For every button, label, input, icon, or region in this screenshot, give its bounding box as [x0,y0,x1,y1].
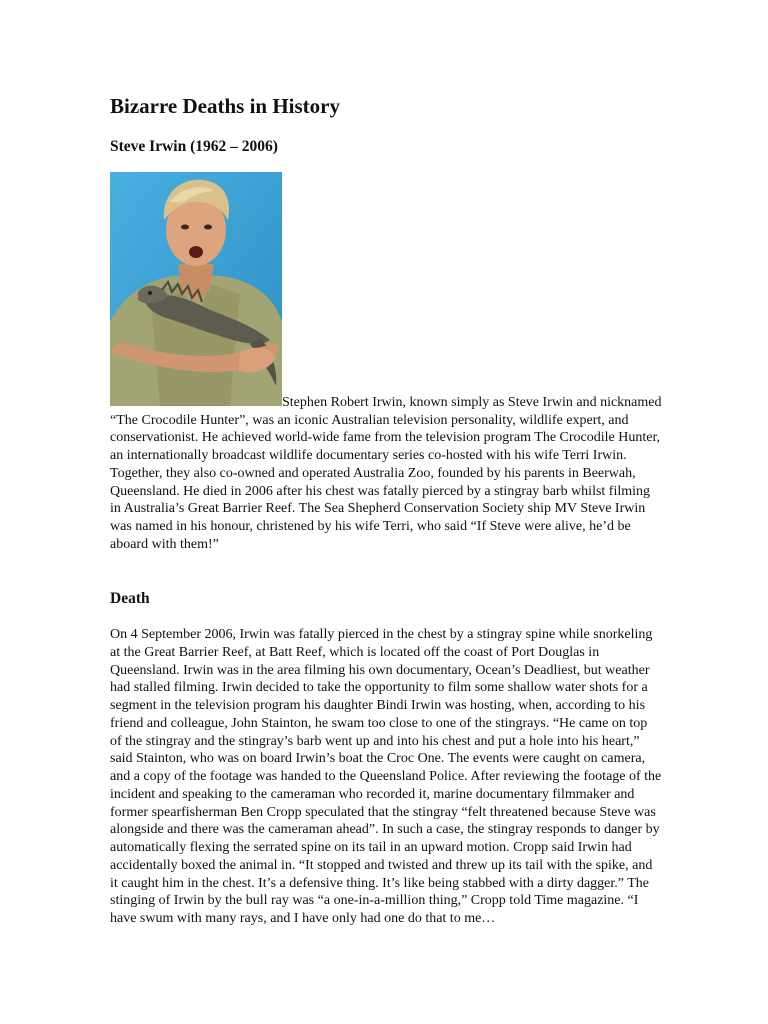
intro-paragraph-block [110,172,662,553]
page-title: Bizarre Deaths in History [110,94,340,118]
section-subtitle: Steve Irwin (1962 – 2006) [110,138,278,155]
death-section-heading: Death [110,590,150,607]
intro-paragraph: Stephen Robert Irwin, known simply as Steve Irwin and nicknamed “The Crocodile Hunter”, was an iconic Australian television personality, wildlife expert, and conservationist. He achieved world-wide fame from the television program The Crocodile Hunter, an internationally broadcast wildlife documentary series co-hosted with his wife Terri Irwin. Together, they also co-owned and operated Australia Zoo, founded by his parents in Beerwah, Queensland. He died in 2006 after his chest was fatally pierced by a stingray barb whilst filming in Australia’s Great Barrier Reef. The Sea Shepherd Conservation Society ship MV Steve Irwin was named in his honour, christened by his wife Terri, who said “If Steve were alive, he’d be aboard with them!” [110,395,662,552]
death-paragraph: On 4 September 2006, Irwin was fatally pierced in the chest by a stingray spine while snorkeling at the Great Barrier Reef, at Batt Reef, which is located off the coast of Port Douglas in Queensland. Irwin was in the area filming his own documentary, Ocean’s Deadliest, but weather had stalled filming. Irwin decided to take the opportunity to film some shallow water shots for a segment in the television program his daughter Bindi Irwin was hosting, when, according to his friend and colleague, John Stainton, he swam too close to one of the stingrays. “He came on top of the stingray and the stingray’s barb went up and into his chest and put a hole into his heart,” said Stainton, who was on board Irwin’s boat the Croc One. The events were caught on camera, and a copy of the footage was handed to the Queensland Police. After reviewing the footage of the incident and speaking to the cameraman who recorded it, marine documentary filmmaker and former spearfisherman Ben Cropp speculated that the stingray “felt threatened because Steve was alongside and there was the cameraman ahead”. In such a case, the stingray responds to danger by automatically flexing the serrated spine on its tail in an upward motion. Cropp said Irwin had accidentally boxed the animal in. “It stopped and twisted and threw up its tail with the spike, and it caught him in the chest. It’s a defensive thing. It’s like being stabbed with a dirty dagger.” The stinging of Irwin by the bull ray was “a one-in-a-million thing,” Cropp told Time magazine. “I have swum with many rays, and I have only had one do that to me… [110,627,662,926]
steve-irwin-photo [110,172,282,406]
